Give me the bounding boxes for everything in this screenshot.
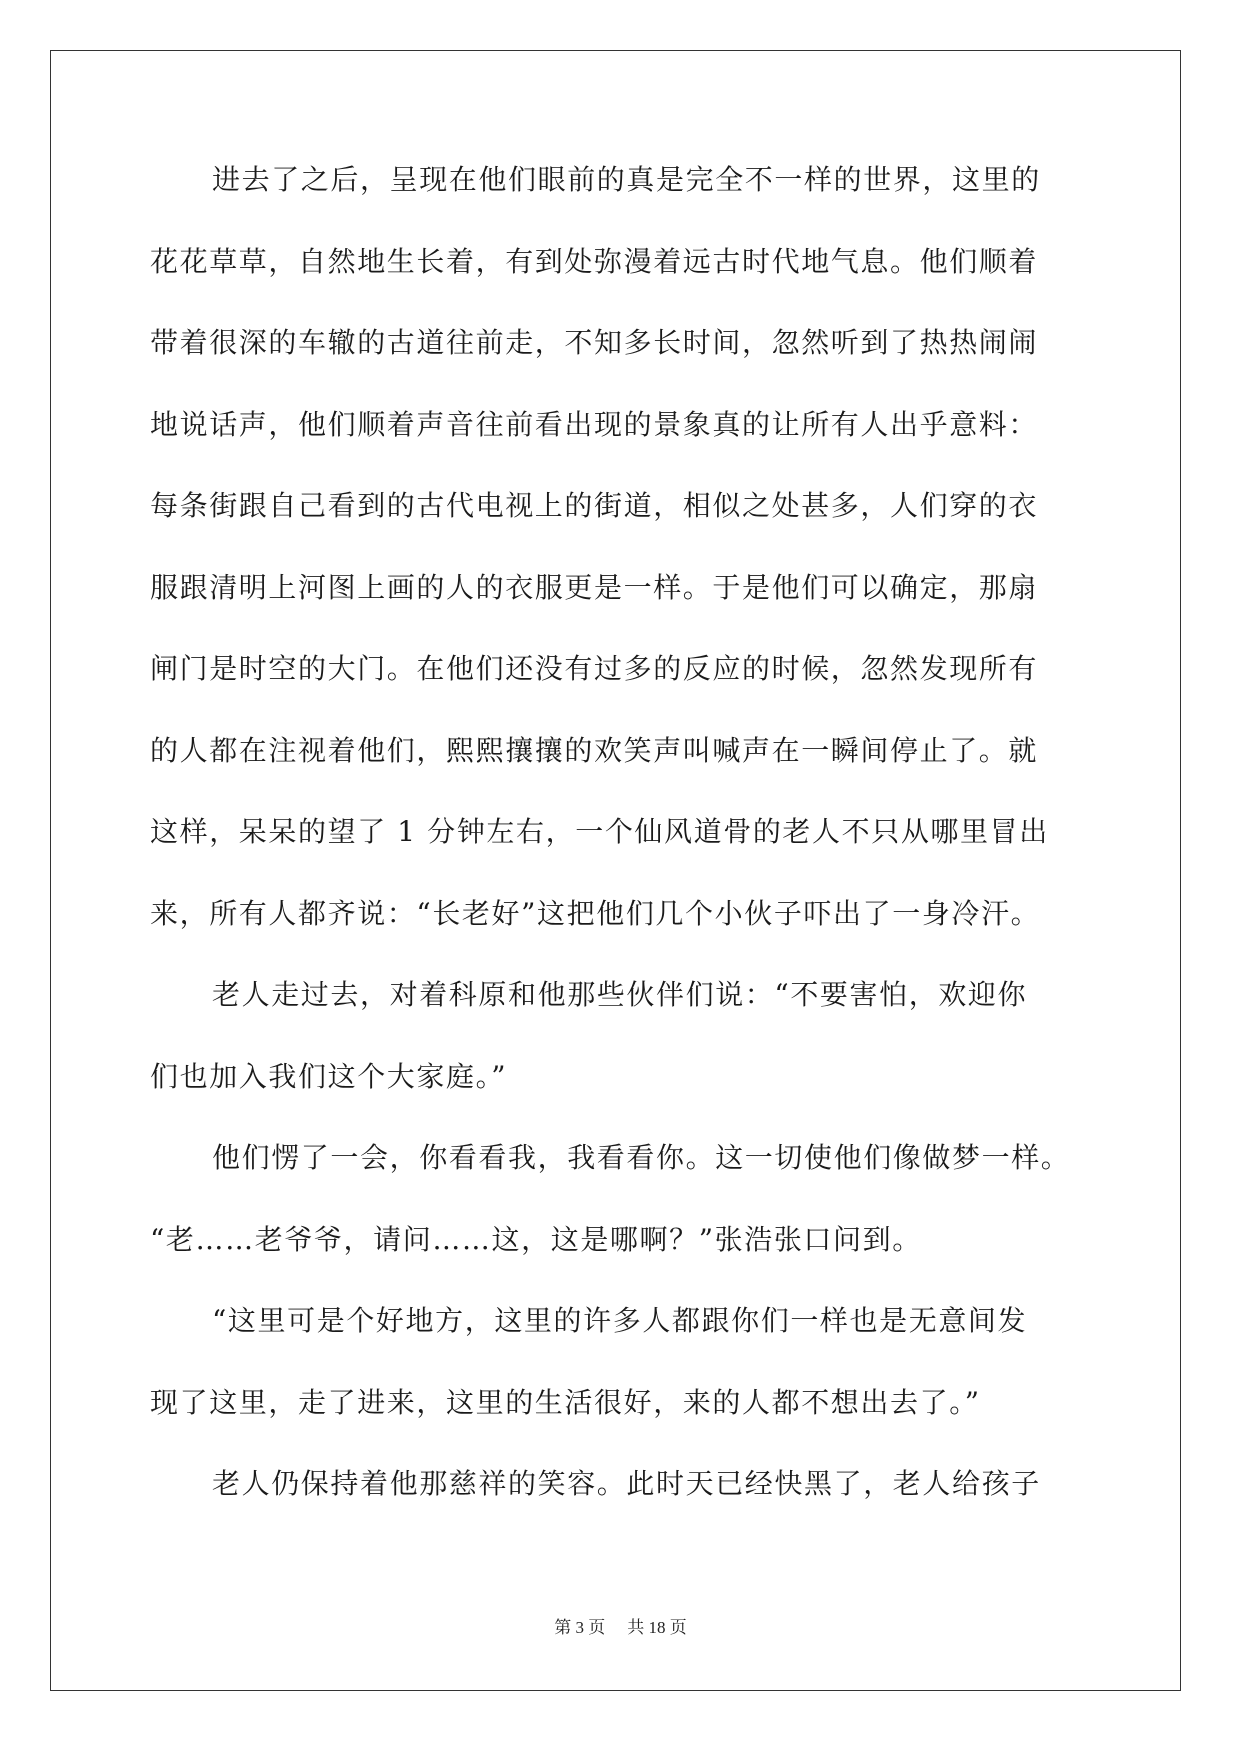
text-line: 服跟清明上河图上画的人的衣服更是一样。于是他们可以确定，那扇: [150, 570, 1039, 604]
body-text: [150, 160, 1090, 1546]
text-line: 花花草草，自然地生长着，有到处弥漫着远古时代地气息。他们顺着: [150, 244, 1039, 278]
page-footer: [0, 1613, 1241, 1638]
text-line: 地说话声，他们顺着声音往前看出现的景象真的让所有人出乎意料：: [150, 407, 1039, 441]
total-pages: 共 18 页: [627, 1618, 687, 1637]
text-line: “这里可是个好地方，这里的许多人都跟你们一样也是无意间发: [212, 1304, 1028, 1337]
text-line: 闸门是时空的大门。在他们还没有过多的反应的时候，忽然发现所有: [150, 652, 1039, 685]
text-line: 老人仍保持着他那慈祥的笑容。此时天已经快黑了，老人给孩子: [212, 1467, 1041, 1500]
text-line: 他们愣了一会，你看看我，我看看你。这一切使他们像做梦一样。: [212, 1141, 1071, 1174]
text-line: 这样，呆呆的望了 1 分钟左右，一个仙风道骨的老人不只从哪里冒出: [150, 815, 1049, 848]
text-line: 现了这里，走了进来，这里的生活很好，来的人都不想出去了。”: [150, 1385, 981, 1419]
text-line: 每条街跟自己看到的古代电视上的街道，相似之处甚多，人们穿的衣: [150, 489, 1039, 522]
text-line: “老……老爷爷，请问……这，这是哪啊？”张浩张口问到。: [150, 1222, 922, 1256]
text-line: 带着很深的车辙的古道往前走，不知多长时间，忽然听到了热热闹闹: [150, 326, 1039, 359]
text-line: 进去了之后，呈现在他们眼前的真是完全不一样的世界，这里的: [212, 163, 1041, 196]
text-line: 们也加入我们这个大家庭。”: [150, 1059, 508, 1093]
text-line: 的人都在注视着他们，熙熙攘攘的欢笑声叫喊声在一瞬间停止了。就: [150, 733, 1039, 767]
page-number: 第 3 页: [554, 1618, 606, 1637]
text-line: 来，所有人都齐说：“长老好”这把他们几个小伙子吓出了一身冷汗。: [150, 896, 1041, 930]
text-line: 老人走过去，对着科原和他那些伙伴们说：“不要害怕，欢迎你: [212, 978, 1028, 1011]
